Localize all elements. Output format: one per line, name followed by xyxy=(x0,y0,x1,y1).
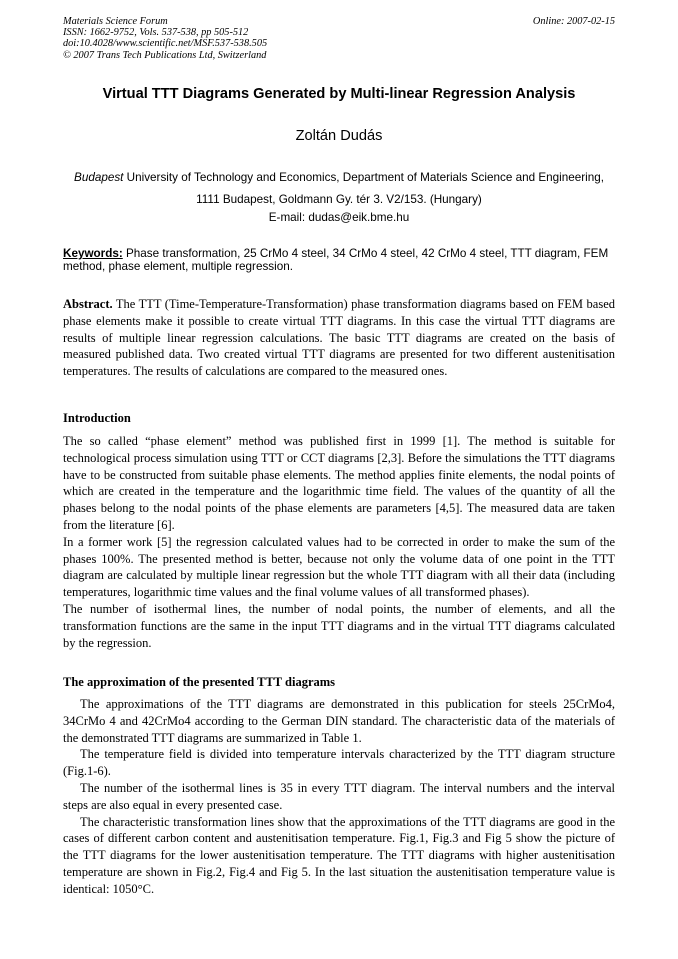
journal-copyright: © 2007 Trans Tech Publications Ltd, Switzerland xyxy=(63,49,267,61)
section-introduction xyxy=(63,433,615,651)
author-email: E-mail: dudas@eik.bme.hu xyxy=(268,211,410,224)
keywords-label: Keywords: xyxy=(63,247,123,260)
paper-title: Virtual TTT Diagrams Generated by Multi-linear Regression Analysis xyxy=(102,86,576,102)
journal-issn: ISSN: 1662-9752, Vols. 537-538, pp 505-512 xyxy=(63,27,249,39)
paragraph: The number of the isothermal lines is 35 in every TTT diagram. The interval numbers and the interval steps are also equal in every presented case. xyxy=(63,780,615,812)
author-affiliation xyxy=(70,167,608,211)
online-date: Online: 2007-02-15 xyxy=(532,16,615,27)
paragraph: In a former work [5] the regression calculated values had to be corrected in order to make the sum of the phases 100%. The presented method is better, because not only the volume data of one point in the TTT diagram are calculated by multiple linear regression but the whole TTT diagram with all their data (including temperatures, logarithmic time values and the final volume values of all transformed phases). xyxy=(63,534,615,600)
journal-doi: doi:10.4028/www.scientific.net/MSF.537-538.505 xyxy=(63,38,268,50)
paragraph: The so called “phase element” method was published first in 1999 [1]. The method is suitable for technological process simulation using TTT or CCT diagrams [2,3]. Before the simulations the TTT diagrams have to be constructed from suitable phase elements. The method applies finite elements, the nodal points of which are created in the temperature and the logarithmic time field. The values of the quantity of all the phases belong to the nodal points of the phase elements are parameters [4,5]. The measured data are taken from the literature [6]. xyxy=(63,434,615,532)
section-heading-approximation: The approximation of the presented TTT diagrams xyxy=(63,675,336,689)
journal-header xyxy=(63,16,615,61)
abstract-text: The TTT (Time-Temperature-Transformation) phase transformation diagrams based on FEM based phase elements make it possible to create virtual TTT diagrams. In this case the virtual TTT diagrams are results of multiple linear regression calculations. The basic TTT diagrams are created on the basis of measured published data. Two created virtual TTT diagrams are presented for two different austenitisation temperatures. The results of calculations are compared to the measured ones. xyxy=(63,297,615,379)
section-approximation xyxy=(63,696,615,898)
section-heading-introduction: Introduction xyxy=(63,411,131,425)
abstract xyxy=(63,296,615,380)
abstract-label: Abstract. xyxy=(63,297,113,311)
paragraph: The number of isothermal lines, the number of nodal points, the number of elements, and all the transformation functions are the same in the input TTT diagrams and in the virtual TTT diagrams calculated by the regression. xyxy=(63,601,615,650)
keywords-text: Phase transformation, 25 CrMo 4 steel, 34 CrMo 4 steel, 42 CrMo 4 steel, TTT diagram, FEM method, phase element, multiple regression. xyxy=(63,247,609,274)
paragraph: The temperature field is divided into temperature intervals characterized by the TTT diagram structure (Fig.1-6). xyxy=(63,747,615,779)
paragraph: The approximations of the TTT diagrams are demonstrated in this publication for steels 25CrMo4, 34CrMo 4 and 42CrMo4 according to the German DIN standard. The characteristic data of the materials of the demonstrated TTT diagrams are summarized in Table 1. xyxy=(63,697,615,745)
affiliation-city: Budapest xyxy=(74,171,124,184)
affiliation-text: University of Technology and Economics, Department of Materials Science and Engineering, 1111 Budapest, Goldmann Gy. tér 3. V2/153. (Hungary) xyxy=(123,171,604,206)
author-name: Zoltán Dudás xyxy=(295,128,383,144)
keywords xyxy=(63,247,615,273)
paragraph: The characteristic transformation lines show that the approximations of the TTT diagrams are good in the cases of different carbon content and austenitisation temperature. Fig.1, Fig.3 and Fig 5 show the picture of the TTT diagrams for the lower austenitisation temperature. The TTT diagrams with higher austenitisation temperature are shown in Fig.2, Fig.4 and Fig 5. In the last situation the austenitisation temperature value is identical: 1050°C. xyxy=(63,814,615,896)
journal-name: Materials Science Forum xyxy=(63,16,168,27)
